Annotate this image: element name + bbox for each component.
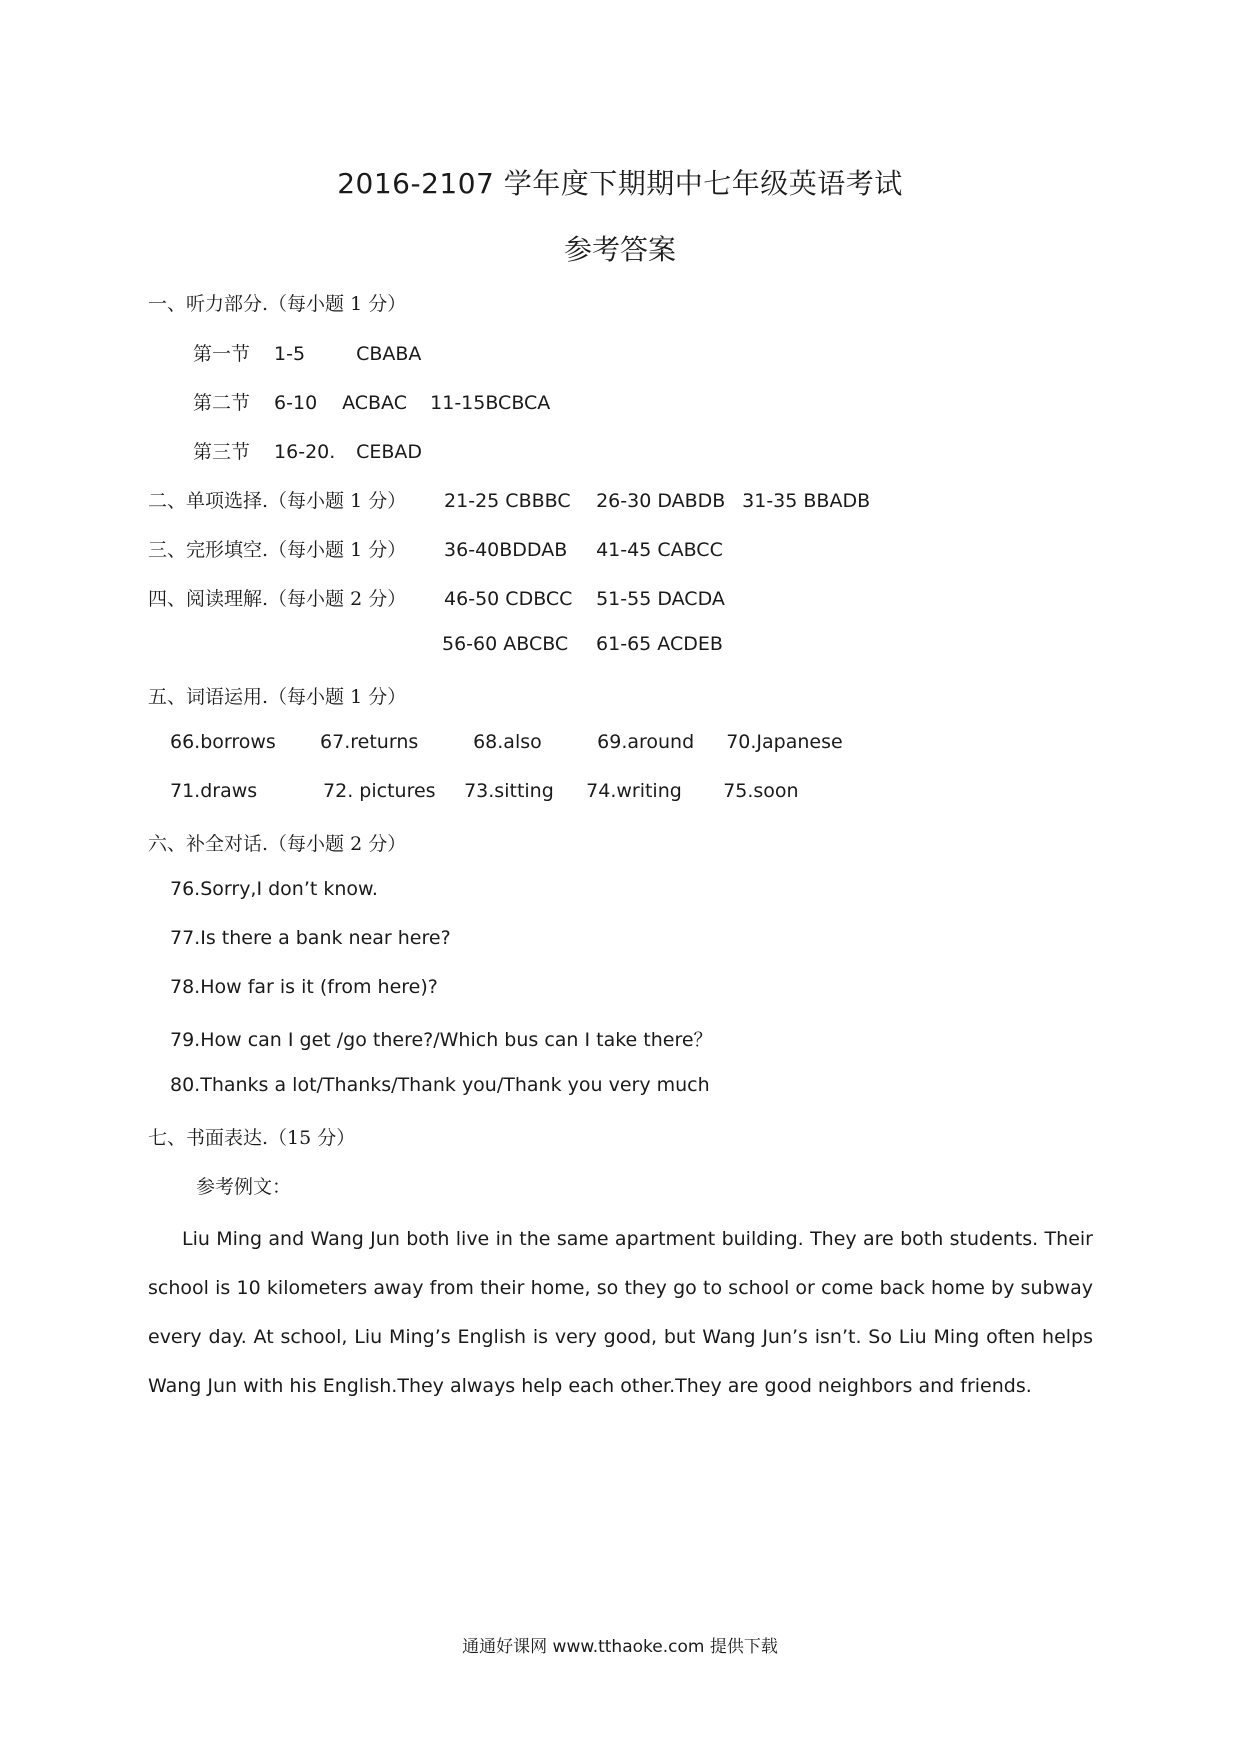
section5-row2 <box>170 780 799 802</box>
part3-label: 第三节 <box>193 441 251 463</box>
section5-heading: 五、词语运用.（每小题 1 分） <box>148 686 407 708</box>
word-73: 73.sitting <box>464 780 554 802</box>
dialogue-80: 80.Thanks a lot/Thanks/Thank you/Thank you very much <box>170 1074 710 1096</box>
part2-label: 第二节 <box>193 392 251 414</box>
word-68: 68.also <box>473 731 542 753</box>
section4-c: 56-60 ABCBC <box>442 633 569 655</box>
section4-row1 <box>148 584 725 611</box>
page-footer: 通通好课网 www.tthaoke.com 提供下载 <box>462 1637 778 1657</box>
section1-heading: 一、听力部分.（每小题 1 分） <box>148 293 407 315</box>
page-title: 2016-2107 学年度下期期中七年级英语考试 <box>337 167 903 200</box>
section4-a: 46-50 CDBCC <box>444 588 573 610</box>
section6-heading: 六、补全对话.（每小题 2 分） <box>148 833 407 855</box>
word-75: 75.soon <box>723 780 799 802</box>
section2-a: 21-25 CBBBC <box>444 490 571 512</box>
section4-b: 51-55 DACDA <box>596 588 725 610</box>
section2-c: 31-35 BBADB <box>742 490 871 512</box>
word-67: 67.returns <box>320 731 419 753</box>
section2-heading: 二、单项选择.（每小题 1 分） <box>148 490 407 512</box>
section1-part1 <box>193 339 421 366</box>
section1-part3 <box>193 437 422 464</box>
word-69: 69.around <box>597 731 695 753</box>
word-71: 71.draws <box>170 780 258 802</box>
sample-essay-label: 参考例文： <box>196 1176 292 1198</box>
section4-heading: 四、阅读理解.（每小题 2 分） <box>148 588 407 610</box>
part2-extra: 11-15BCBCA <box>430 392 551 414</box>
page-subtitle: 参考答案 <box>563 233 676 266</box>
part1-answer: CBABA <box>356 343 422 365</box>
part3-range: 16-20. <box>274 441 336 463</box>
section3-row <box>148 535 723 562</box>
dialogue-76: 76.Sorry,I don’t know. <box>170 878 378 900</box>
word-72: 72. pictures <box>323 780 436 802</box>
part1-label: 第一节 <box>193 343 251 365</box>
part2-answer: ACBAC <box>342 392 407 414</box>
dialogue-77: 77.Is there a bank near here? <box>170 927 451 949</box>
section1-part2 <box>193 388 550 415</box>
part1-range: 1-5 <box>274 343 306 365</box>
dialogue-78: 78.How far is it (from here)? <box>170 976 438 998</box>
section3-a: 36-40BDDAB <box>444 539 568 561</box>
section5-row1 <box>170 731 843 753</box>
word-74: 74.writing <box>586 780 682 802</box>
word-66: 66.borrows <box>170 731 276 753</box>
section7-heading: 七、书面表达.（15 分） <box>148 1127 356 1149</box>
part2-range: 6-10 <box>274 392 318 414</box>
section3-b: 41-45 CABCC <box>596 539 723 561</box>
sample-essay: Liu Ming and Wang Jun both live in the same apartment building. They are both students. Their school is 10 kilometers away from their home, so they go to school or come back home by subway every day. At school, Liu Ming’s English is very good, but Wang Jun’s isn’t. So Liu Ming often helps Wang Jun with his English.They always help each other.They are good neighbors and friends. <box>148 1228 1093 1397</box>
section2-row <box>148 486 870 513</box>
section4-d: 61-65 ACDEB <box>596 633 723 655</box>
section3-heading: 三、完形填空.（每小题 1 分） <box>148 539 407 561</box>
section4-row2 <box>442 633 723 655</box>
dialogue-79: 79.How can I get /go there?/Which bus can I take there？ <box>170 1029 713 1051</box>
word-70: 70.Japanese <box>726 731 843 753</box>
part3-answer: CEBAD <box>356 441 423 463</box>
section2-b: 26-30 DABDB <box>596 490 726 512</box>
